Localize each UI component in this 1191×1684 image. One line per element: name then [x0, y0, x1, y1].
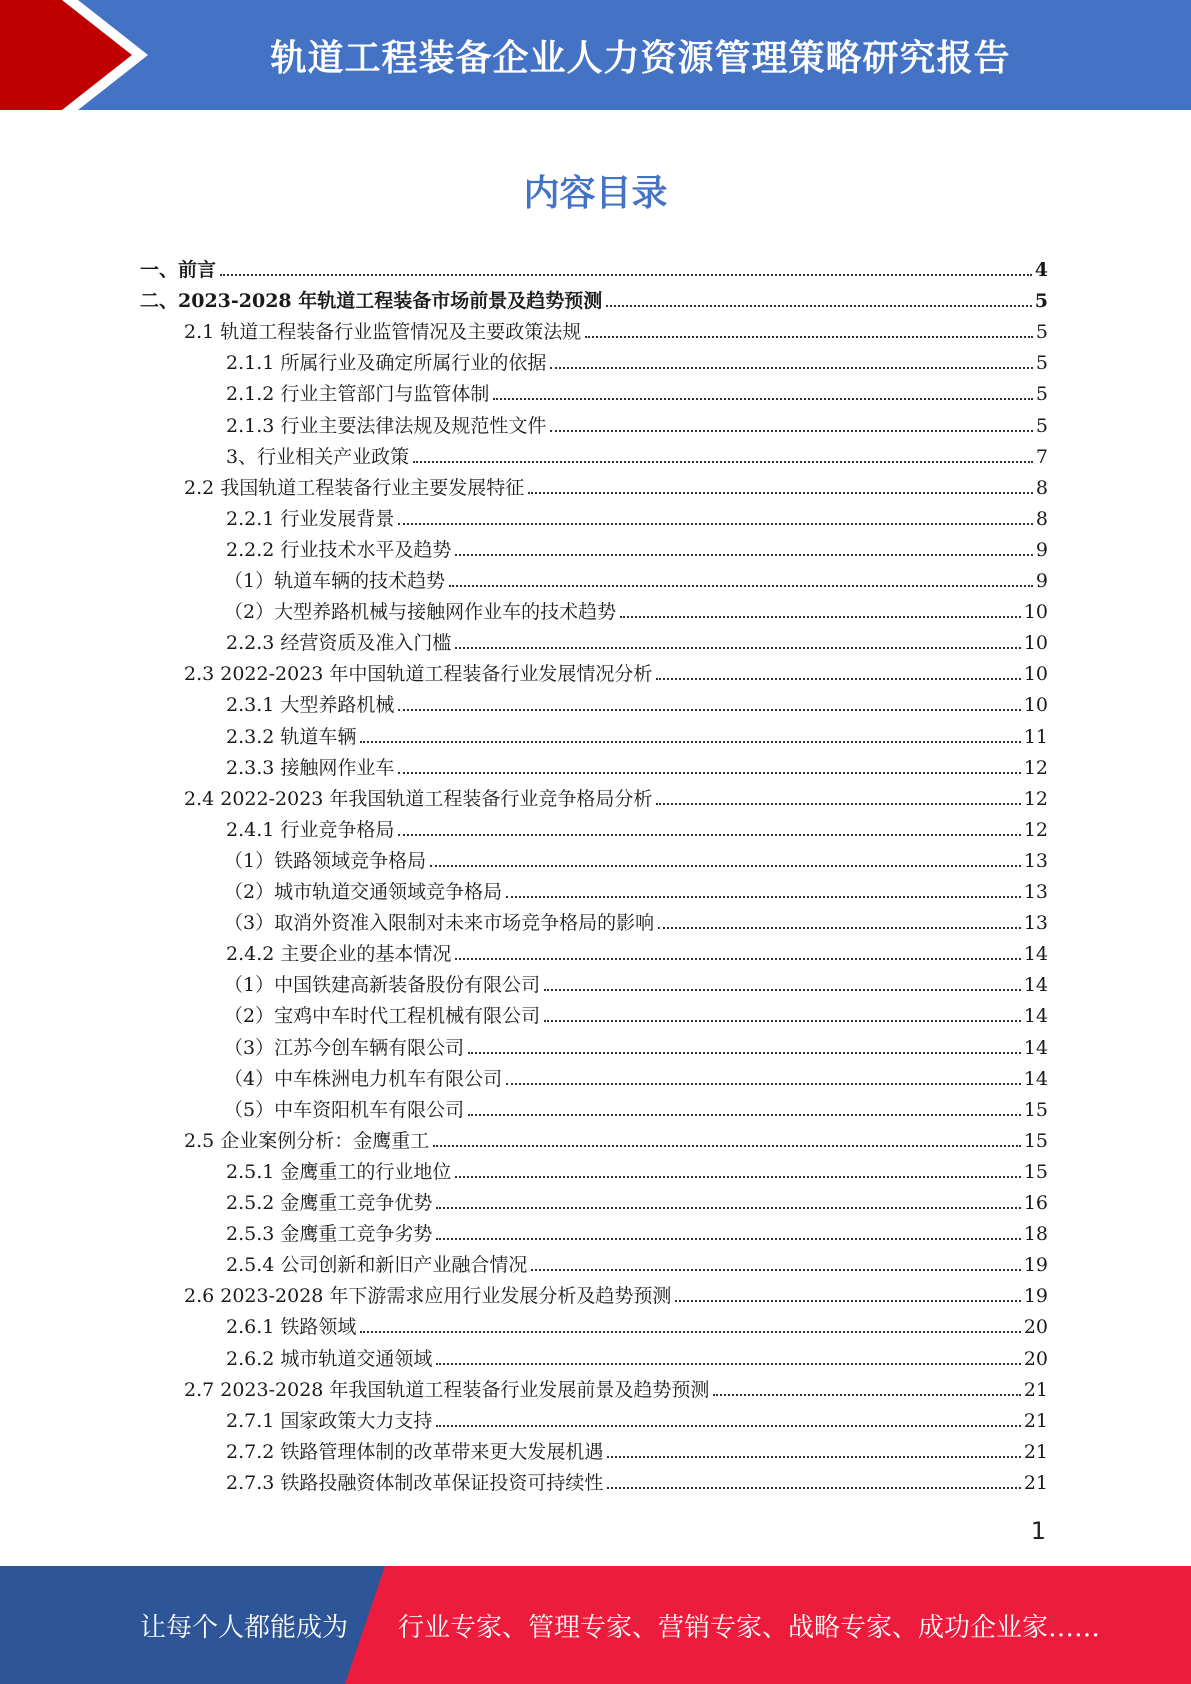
toc-entry[interactable]: [184, 657, 1048, 685]
toc-leader-dots: [455, 554, 1033, 556]
toc-entry-label: （4）中车株洲电力机车有限公司: [224, 1067, 503, 1090]
toc-entry[interactable]: [226, 377, 1048, 405]
toc-leader-dots: [585, 336, 1033, 338]
toc-entry-label: 2.3.2 轨道车辆: [226, 725, 357, 748]
toc-entry-page: 14: [1023, 974, 1048, 997]
toc-entry[interactable]: [226, 1217, 1048, 1245]
toc-entry[interactable]: [184, 471, 1048, 499]
toc-leader-dots: [430, 865, 1021, 867]
toc-leader-dots: [544, 989, 1021, 991]
toc-entry[interactable]: [226, 409, 1048, 437]
toc-leader-dots: [468, 1114, 1021, 1116]
toc-entry-label: 2.7.1 国家政策大力支持: [226, 1409, 433, 1432]
toc-entry-label: 一、前言: [140, 259, 217, 281]
toc-leader-dots: [398, 709, 1020, 711]
toc-entry[interactable]: [226, 720, 1048, 748]
toc-entry-page: 5: [1035, 383, 1048, 406]
toc-entry[interactable]: [224, 1062, 1048, 1090]
toc-entry[interactable]: [140, 284, 1048, 312]
toc-leader-dots: [455, 958, 1020, 960]
toc-entry[interactable]: [224, 564, 1048, 592]
toc-entry[interactable]: [226, 1248, 1048, 1276]
toc-leader-dots: [493, 398, 1033, 400]
toc-entry-page: 14: [1023, 1036, 1048, 1059]
toc-entry-page: 12: [1023, 756, 1048, 779]
toc-entry-page: 10: [1023, 663, 1048, 686]
toc-entry-page: 19: [1023, 1254, 1048, 1277]
toc-entry[interactable]: [226, 1435, 1048, 1463]
toc-entry[interactable]: [226, 1466, 1048, 1494]
toc-leader-dots: [220, 274, 1032, 276]
toc-leader-dots: [398, 772, 1020, 774]
toc-leader-dots: [449, 585, 1033, 587]
toc-entry-label: 2.6.1 铁路领域: [226, 1316, 357, 1339]
toc-entry-label: 2.4 2022-2023 年我国轨道工程装备行业竞争格局分析: [184, 787, 653, 810]
toc-entry-label: 二、2023-2028 年轨道工程装备市场前景及趋势预测: [140, 290, 603, 313]
toc-entry-page: 10: [1023, 601, 1048, 624]
toc-entry[interactable]: [226, 502, 1048, 530]
toc-entry-page: 21: [1023, 1440, 1048, 1463]
toc-entry-label: 2.3 2022-2023 年中国轨道工程装备行业发展情况分析: [184, 663, 653, 686]
toc-entry-page: 20: [1023, 1316, 1048, 1339]
footer-slogan-left: 让每个人都能成为: [140, 1612, 349, 1643]
toc-entry[interactable]: [224, 595, 1048, 623]
toc-entry-label: 2.7 2023-2028 年我国轨道工程装备行业发展前景及趋势预测: [184, 1378, 710, 1401]
toc-leader-dots: [398, 523, 1033, 525]
toc-entry[interactable]: [140, 253, 1048, 281]
toc-leader-dots: [658, 927, 1021, 929]
toc-entry-page: 14: [1023, 1067, 1048, 1090]
toc-title: 内容目录: [523, 173, 668, 214]
toc-entry[interactable]: [226, 1155, 1048, 1183]
toc-entry[interactable]: [226, 346, 1048, 374]
toc-entry-label: 2.5.2 金鹰重工竞争优势: [226, 1192, 433, 1214]
toc-leader-dots: [656, 678, 1020, 680]
toc-leader-dots: [436, 1238, 1020, 1240]
toc-entry[interactable]: [226, 440, 1048, 468]
toc-leader-dots: [675, 1300, 1020, 1302]
toc-entry-label: （3）取消外资准入限制对未来市场竞争格局的影响: [224, 912, 655, 935]
toc-leader-dots: [455, 1176, 1020, 1178]
toc-entry-label: 2.4.2 主要企业的基本情况: [226, 943, 452, 966]
toc-entry-label: （5）中车资阳机车有限公司: [224, 1098, 465, 1121]
toc-entry[interactable]: [184, 1124, 1048, 1152]
toc-entry-label: （1）轨道车辆的技术趋势: [224, 570, 446, 592]
toc-entry-page: 12: [1023, 787, 1048, 810]
toc-entry-page: 5: [1035, 321, 1048, 344]
toc-entry[interactable]: [184, 315, 1048, 343]
toc-entry-label: 2.2 我国轨道工程装备行业主要发展特征: [184, 476, 525, 499]
toc-entry-label: 2.5 企业案例分析：金鹰重工: [184, 1129, 430, 1152]
toc-entry[interactable]: [226, 533, 1048, 561]
toc-entry-label: （1）中国铁建高新装备股份有限公司: [224, 974, 541, 997]
toc-entry[interactable]: [226, 626, 1048, 654]
toc-entry-page: 5: [1035, 352, 1048, 375]
toc-entry-page: 14: [1023, 1005, 1048, 1028]
toc-entry-label: （3）江苏今创车辆有限公司: [224, 1036, 465, 1059]
toc-entry-label: （2）大型养路机械与接触网作业车的技术趋势: [224, 601, 617, 624]
toc-leader-dots: [713, 1394, 1020, 1396]
toc-entry[interactable]: [226, 688, 1048, 716]
toc-entry-label: 2.5.1 金鹰重工的行业地位: [226, 1160, 452, 1183]
toc-entry[interactable]: [226, 751, 1048, 779]
toc-entry-label: 2.2.1 行业发展背景: [226, 507, 395, 530]
toc-entry-label: 2.1.1 所属行业及确定所属行业的依据: [226, 352, 547, 375]
toc-entry-page: 9: [1035, 538, 1048, 561]
toc-leader-dots: [528, 492, 1033, 494]
toc-entry-page: 13: [1023, 881, 1048, 903]
header-arrow-decoration: [0, 0, 160, 110]
toc-entry-label: 2.3.1 大型养路机械: [226, 694, 395, 717]
toc-leader-dots: [433, 1145, 1021, 1147]
toc-entry-page: 13: [1023, 912, 1048, 935]
toc-leader-dots: [455, 647, 1020, 649]
toc-entry[interactable]: [224, 968, 1048, 996]
toc-entry-label: 2.7.2 铁路管理体制的改革带来更大发展机遇: [226, 1440, 604, 1463]
toc-leader-dots: [413, 461, 1033, 463]
toc-leader-dots: [360, 1331, 1020, 1333]
toc-leader-dots: [436, 1425, 1020, 1427]
toc-entry[interactable]: [224, 999, 1048, 1027]
toc-entry-page: 4: [1034, 259, 1048, 281]
header-banner: [0, 0, 1191, 110]
toc-entry[interactable]: [226, 1186, 1048, 1214]
toc-entry-label: 2.5.3 金鹰重工竞争劣势: [226, 1223, 433, 1246]
toc-leader-dots: [550, 367, 1033, 369]
toc-leader-dots: [656, 803, 1020, 805]
toc-leader-dots: [607, 1487, 1020, 1489]
toc-entry-label: 2.7.3 铁路投融资体制改革保证投资可持续性: [226, 1471, 604, 1494]
toc-leader-dots: [468, 1052, 1021, 1054]
toc-entry-label: （2）城市轨道交通领域竞争格局: [224, 881, 503, 903]
toc-entry-page: 10: [1023, 694, 1048, 717]
toc-entry[interactable]: [226, 1342, 1048, 1370]
toc-leader-dots: [398, 834, 1020, 836]
toc-leader-dots: [436, 1363, 1020, 1365]
toc-leader-dots: [360, 741, 1020, 743]
toc-entry-page: 18: [1023, 1223, 1048, 1246]
toc-leader-dots: [606, 305, 1032, 307]
toc-leader-dots: [531, 1269, 1020, 1271]
toc-entry[interactable]: [224, 1031, 1048, 1059]
toc-entry-label: 2.1 轨道工程装备行业监管情况及主要政策法规: [184, 321, 582, 344]
toc-entry-label: 2.6.2 城市轨道交通领域: [226, 1347, 433, 1370]
toc-entry-page: 10: [1023, 632, 1048, 655]
toc-entry-page: 9: [1035, 570, 1048, 592]
toc-entry-label: 2.2.2 行业技术水平及趋势: [226, 538, 452, 561]
toc-entry-page: 7: [1035, 445, 1048, 468]
toc-leader-dots: [544, 1020, 1021, 1022]
toc-entry-page: 8: [1035, 507, 1048, 530]
toc-entry[interactable]: [226, 937, 1048, 965]
toc-entry-page: 20: [1023, 1347, 1048, 1370]
toc-entry-page: 21: [1023, 1378, 1048, 1401]
toc-entry-label: 2.6 2023-2028 年下游需求应用行业发展分析及趋势预测: [184, 1285, 672, 1308]
toc-entry-page: 21: [1023, 1409, 1048, 1432]
toc-entry-page: 13: [1023, 849, 1048, 872]
toc-entry[interactable]: [224, 906, 1048, 934]
footer-banner: [0, 1566, 1191, 1684]
toc-entry-page: 15: [1023, 1098, 1048, 1121]
toc-leader-dots: [620, 616, 1021, 618]
toc-entry-page: 19: [1023, 1285, 1048, 1308]
toc-entry-page: 5: [1035, 414, 1048, 437]
toc-entry-label: 2.4.1 行业竞争格局: [226, 818, 395, 841]
toc-entry-label: 3、行业相关产业政策: [226, 445, 410, 468]
toc-entry-label: 2.3.3 接触网作业车: [226, 756, 395, 779]
toc-entry[interactable]: [226, 1404, 1048, 1432]
toc-entry-page: 16: [1023, 1192, 1048, 1214]
toc-entry[interactable]: [226, 1310, 1048, 1338]
toc-entry-page: 14: [1023, 943, 1048, 966]
toc-leader-dots: [436, 1207, 1020, 1209]
toc-entry-label: （1）铁路领域竞争格局: [224, 849, 427, 872]
toc-leader-dots: [550, 430, 1033, 432]
toc-entry[interactable]: [184, 1279, 1048, 1307]
toc-entry[interactable]: [224, 1093, 1048, 1121]
toc-entry-page: 21: [1023, 1471, 1048, 1494]
toc-entry[interactable]: [184, 782, 1048, 810]
toc-entry[interactable]: [184, 1373, 1048, 1401]
toc-entry[interactable]: [224, 875, 1048, 903]
toc-entry-label: 2.5.4 公司创新和新旧产业融合情况: [226, 1254, 528, 1277]
report-title: 轨道工程装备企业人力资源管理策略研究报告: [270, 37, 1011, 79]
toc-entry-label: 2.1.3 行业主要法律法规及规范性文件: [226, 414, 547, 437]
toc-entry-page: 5: [1034, 290, 1048, 313]
toc-entry-page: 15: [1023, 1160, 1048, 1183]
toc-entry-page: 12: [1023, 818, 1048, 841]
toc-entry-page: 15: [1023, 1129, 1048, 1152]
footer-slogan-right: 行业专家、管理专家、营销专家、战略专家、成功企业家……: [398, 1612, 1101, 1643]
toc-entry[interactable]: [226, 813, 1048, 841]
toc-leader-dots: [607, 1456, 1020, 1458]
toc-entry-page: 8: [1035, 476, 1048, 499]
toc-entry-label: （2）宝鸡中车时代工程机械有限公司: [224, 1005, 541, 1028]
toc-leader-dots: [506, 896, 1021, 898]
toc-entry[interactable]: [224, 844, 1048, 872]
toc-leader-dots: [506, 1083, 1021, 1085]
page-number: 1: [1030, 1517, 1046, 1545]
toc-entry-page: 11: [1023, 725, 1048, 748]
toc-entry-label: 2.1.2 行业主管部门与监管体制: [226, 383, 490, 406]
toc-entry-label: 2.2.3 经营资质及准入门槛: [226, 632, 452, 655]
